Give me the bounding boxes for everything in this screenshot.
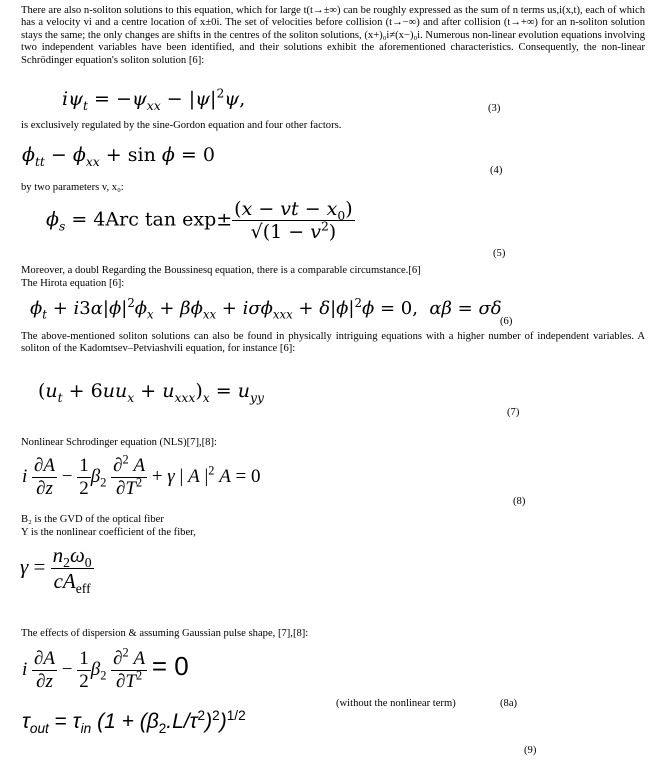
equation-number-8a: (8a) bbox=[500, 698, 518, 709]
equation-number-8: (8) bbox=[513, 496, 526, 507]
equation-number-4: (4) bbox=[490, 165, 503, 176]
equation-8a-note: (without the nonlinear term) bbox=[336, 698, 456, 709]
equation-7: $(u_t + 6uu_x + u_{xxx})_x = u_{yy}$ bbox=[38, 380, 264, 405]
equation-8: i $\frac{\partial A}{\partial z}$ − $\frac{1}{2}$ $\beta_2$ $\frac{\partial^2 A}{\partial T^2}$ + γ | A $|^2$ A = 0 bbox=[22, 452, 261, 499]
equation-4: $\phi_{tt} - \phi_{xx} + \sin \phi = 0$ bbox=[22, 144, 215, 169]
text-gvd: B₂ is the GVD of the optical fiber bbox=[21, 514, 164, 525]
paragraph-two-parameters: by two parameters v, x₀: bbox=[21, 182, 124, 193]
paragraph-hirota: The Hirota equation [6]: bbox=[21, 278, 125, 289]
paragraph-dispersion: The effects of dispersion & assuming Gaussian pulse shape, [7],[8]: bbox=[21, 628, 309, 639]
equation-5: $\phi_s = 4Arc$ tan exp± $\frac{(x - vt - x_0)}{√(1 - v^2)}$ bbox=[46, 198, 353, 243]
equation-8a: i $\frac{\partial A}{\partial z}$ − $\frac{1}{2}$ $\beta_2$ $\frac{\partial^2 A}{\partial T^2}$ = 0 bbox=[22, 645, 189, 692]
equation-gamma: γ = $\frac{n_2\omega_0}{cA_{eff}}$ bbox=[20, 543, 92, 597]
equation-number-6: (6) bbox=[500, 316, 513, 327]
paragraph-nls: Nonlinear Schrodinger equation (NLS)[7],[8]: bbox=[21, 437, 217, 448]
text-nonlinear-coefficient: Y is the nonlinear coefficient of the fiber, bbox=[21, 527, 196, 538]
equation-3: $i\psi_t = -\psi_{xx} - |\psi|^2\psi$, bbox=[62, 86, 246, 113]
paragraph-boussinesq: Moreover, a doubl Regarding the Boussinesq equation, there is a comparable circumstance.[6] bbox=[21, 265, 421, 276]
paragraph-sine-gordon: is exclusively regulated by the sine-Gordon equation and four other factors. bbox=[21, 120, 342, 131]
equation-6: $\phi_t + i3\alpha|\phi|^2\phi_x + \beta\phi_{xx} + i\sigma\phi_{xxx} + \delta|\phi|^2\phi = 0$, αβ = σδ bbox=[30, 296, 502, 322]
equation-number-7: (7) bbox=[507, 407, 520, 418]
paragraph-nsoliton: There are also n-soliton solutions to this equation, which for large t(t→±∞) can be roughly expressed as the sum of n terms us,i(x,t), each of which has a velocity vi and a centre location of x±0i. The set of velocities before collision (t→−∞) and after collision (t→+∞) for an n-soliton solution stays the same; the only changes are shifts in the centres of the soliton solutions, (x+)₀i≠(x−)₀i. Numerous non-linear evolution equations involving two independent variables have been identified, and their solutions exhibit the aforementioned characteristics. Consequently, the non-linear Schrödinger equation's soliton solution [6]: bbox=[21, 5, 645, 66]
equation-number-3: (3) bbox=[488, 103, 501, 114]
equation-9: $\tau_{out} = \tau_{in}$ $(1 + (\beta_2.L/\tau^2)^2)^{1/2}$ bbox=[22, 708, 246, 737]
paragraph-higher-dimensions: The above-mentioned soliton solutions can also be found in physically intriguing equations with a higher number of independent variables. A soliton of the Kadomtsev–Petviashvili equation, for instance [6]: bbox=[21, 331, 645, 355]
equation-number-9: (9) bbox=[524, 745, 537, 756]
equation-number-5: (5) bbox=[493, 248, 506, 259]
